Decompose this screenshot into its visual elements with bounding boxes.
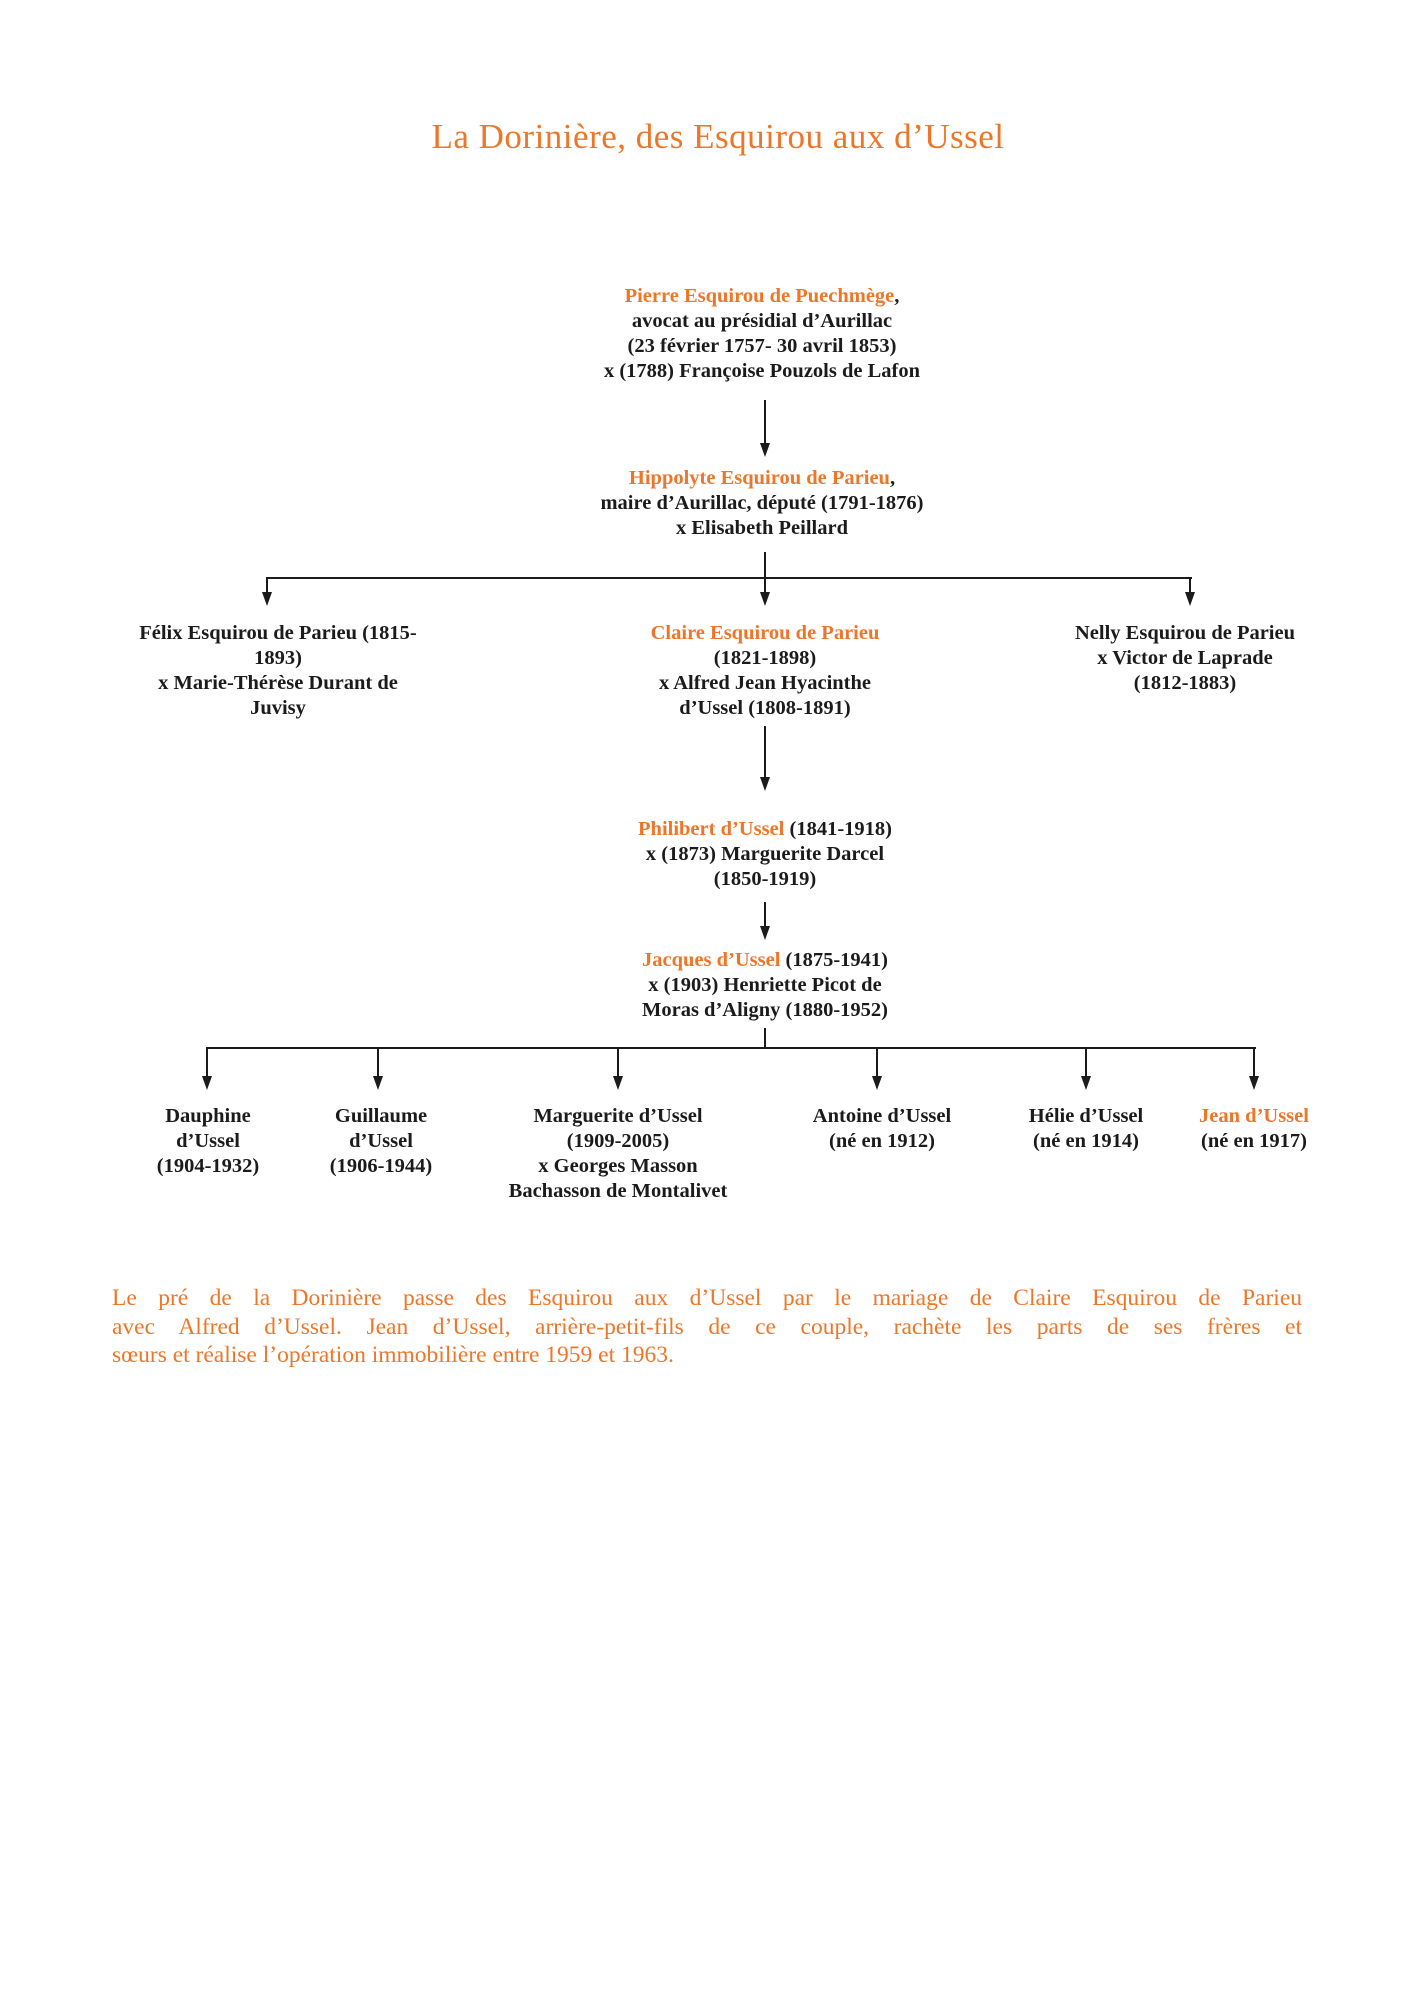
connector-vline (764, 726, 766, 779)
caption-line: sœurs et réalise l’opération immobilière entre 1959 et 1963. (112, 1342, 674, 1368)
person-name: Jacques d’Ussel (642, 949, 781, 971)
connector-vline (617, 1047, 619, 1078)
person-detail-line: (1850-1919) (713, 868, 817, 890)
person-name-suffix: , (889, 467, 896, 489)
person-name: Philibert d’Ussel (638, 818, 785, 840)
arrow-down-icon (262, 592, 272, 606)
person-detail-line: (23 février 1757- 30 avril 1853) (627, 335, 897, 357)
person-name-line (642, 948, 888, 973)
person-detail-line: x Alfred Jean Hyacinthe (658, 672, 872, 694)
arrow-down-icon (760, 777, 770, 791)
person-detail-line: (né en 1912) (829, 1130, 935, 1152)
person-detail-line: Juvisy (250, 697, 306, 719)
connector-vline (764, 400, 766, 445)
person-node-pierre (604, 284, 920, 384)
person-detail-line: d’Ussel (349, 1130, 413, 1152)
branch-hline (266, 577, 1192, 579)
arrow-down-icon (613, 1076, 623, 1090)
arrow-down-icon (760, 443, 770, 457)
person-detail-line: x (1903) Henriette Picot de (648, 974, 882, 996)
person-name-line: Félix Esquirou de Parieu (1815- (139, 622, 417, 644)
caption-line: Le pré de la Dorinière passe des Esquirou aux d’Ussel par le mariage de Claire Esquirou de Parieu (112, 1285, 1302, 1311)
person-detail-line: Moras d’Aligny (1880-1952) (642, 999, 888, 1021)
person-name-line: Hélie d’Ussel (1028, 1105, 1144, 1127)
caption-paragraph (112, 1284, 1302, 1370)
person-detail-line: maire d’Aurillac, député (1791-1876) (600, 492, 924, 514)
connector-vline (377, 1047, 379, 1078)
person-detail-line: x Marie-Thérèse Durant de (158, 672, 398, 694)
person-detail-line: 1893) (254, 647, 302, 669)
person-detail-line: x (1788) Françoise Pouzols de Lafon (603, 360, 921, 382)
connector-vline (206, 1047, 208, 1078)
person-detail-line: d’Ussel (176, 1130, 240, 1152)
person-node-antoine (813, 1104, 951, 1154)
person-node-philibert (638, 817, 892, 892)
connector-vline (876, 1047, 878, 1078)
arrow-down-icon (202, 1076, 212, 1090)
person-name: Pierre Esquirou de Puechmège (624, 285, 895, 307)
person-node-hippolyte (600, 466, 923, 541)
person-name-line (638, 817, 892, 842)
person-node-marguerite (509, 1104, 728, 1204)
person-detail-line: avocat au présidial d’Aurillac (631, 310, 893, 332)
person-name-line: Antoine d’Ussel (812, 1105, 952, 1127)
person-detail-line: x Victor de Laprade (1097, 647, 1273, 669)
person-name-line (604, 284, 920, 309)
person-detail-line: (né en 1914) (1033, 1130, 1139, 1152)
person-name-line: Guillaume (334, 1105, 428, 1127)
connector-vline (764, 902, 766, 928)
person-name-line (600, 466, 923, 491)
arrow-down-icon (1185, 592, 1195, 606)
person-detail-line: (1904-1932) (156, 1155, 260, 1177)
person-name: Claire Esquirou de Parieu (650, 622, 880, 644)
person-node-helie (1029, 1104, 1143, 1154)
caption-line: avec Alfred d’Ussel. Jean d’Ussel, arrière-petit-fils de ce couple, rachète les parts de ses frères et (112, 1313, 1302, 1340)
person-detail-line: x Elisabeth Peillard (676, 517, 848, 539)
person-detail-line: d’Ussel (1808-1891) (679, 697, 851, 719)
person-name-line: Marguerite d’Ussel (533, 1105, 703, 1127)
person-node-nelly (1075, 621, 1295, 696)
person-detail-line: Bachasson de Montalivet (508, 1180, 728, 1202)
person-node-claire (651, 621, 880, 721)
person-node-jacques (642, 948, 888, 1023)
person-detail-line: (1812-1883) (1133, 672, 1237, 694)
person-detail-line: (né en 1917) (1201, 1130, 1307, 1152)
person-name: Jean d’Ussel (1199, 1105, 1309, 1127)
person-detail-line: (1821-1898) (713, 647, 817, 669)
arrow-down-icon (1249, 1076, 1259, 1090)
person-name-suffix: (1875-1941) (780, 949, 888, 971)
arrow-down-icon (1081, 1076, 1091, 1090)
person-node-jean (1199, 1104, 1309, 1154)
person-name-line: Nelly Esquirou de Parieu (1074, 622, 1296, 644)
person-detail-line: (1906-1944) (329, 1155, 433, 1177)
arrow-down-icon (373, 1076, 383, 1090)
person-node-dauphine (157, 1104, 259, 1179)
connector-vline (764, 1028, 766, 1049)
page-title: La Dorinière, des Esquirou aux d’Ussel (431, 117, 1005, 156)
person-node-felix (139, 621, 417, 721)
branch-hline (206, 1047, 1256, 1049)
person-detail-line: x (1873) Marguerite Darcel (645, 843, 885, 865)
connector-vline (1253, 1047, 1255, 1078)
arrow-down-icon (760, 926, 770, 940)
arrow-down-icon (760, 592, 770, 606)
person-detail-line: x Georges Masson (538, 1155, 698, 1177)
person-name-suffix: , (894, 285, 900, 307)
person-name: Hippolyte Esquirou de Parieu (628, 467, 890, 489)
person-name-line: Dauphine (165, 1105, 251, 1127)
person-name-suffix: (1841-1918) (784, 818, 892, 840)
connector-vline (764, 552, 766, 579)
connector-vline (1085, 1047, 1087, 1078)
person-node-guillaume (330, 1104, 432, 1179)
person-detail-line: (1909-2005) (566, 1130, 670, 1152)
arrow-down-icon (872, 1076, 882, 1090)
